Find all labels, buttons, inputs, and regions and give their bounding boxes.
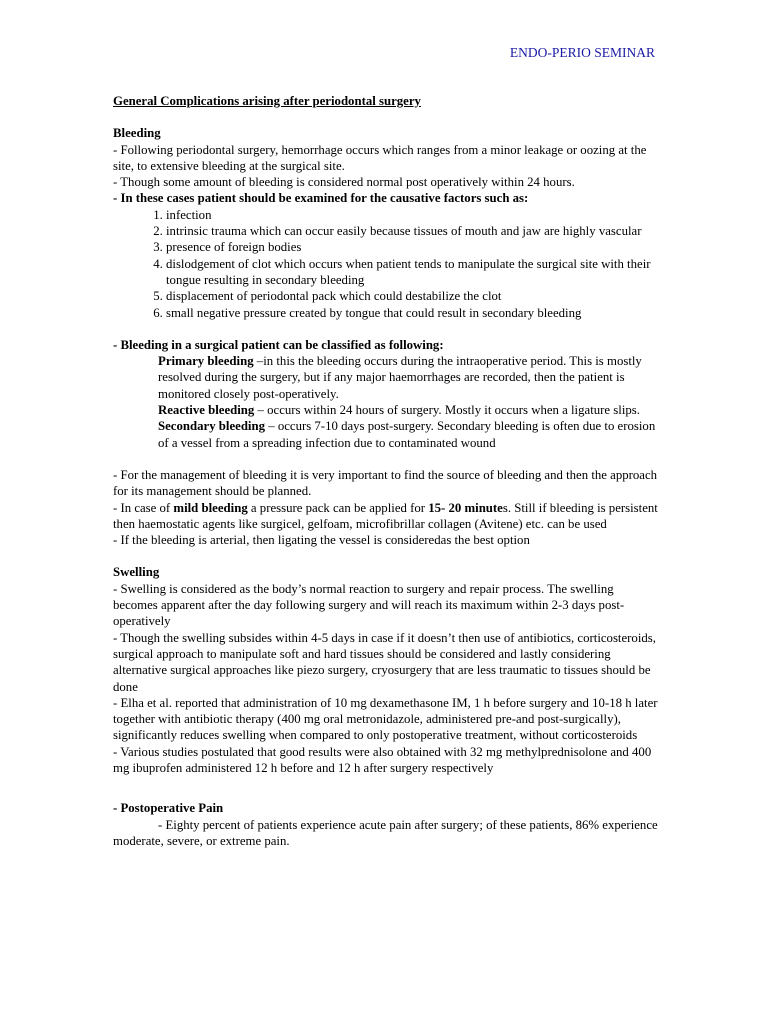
mild-bleeding-label: mild bleeding <box>173 500 248 515</box>
text-run: a pressure pack can be applied for <box>247 500 429 515</box>
primary-bleeding-paragraph <box>158 353 661 402</box>
reactive-bleeding-paragraph <box>158 402 661 418</box>
primary-bleeding-text: –in this the bleeding occurs during the intraoperative period. This is mostly resolved during the surgery, but if any major haemorrhages are recorded, then the patient is monitored closely post-operatively. <box>158 354 642 401</box>
bleeding-paragraph-1: - Following periodontal surgery, hemorrhage occurs which ranges from a minor leakage or oozing at the site, to extensive bleeding at the surgical site. <box>113 142 647 173</box>
list-item: 5. displacement of periodontal pack which could destabilize the clot <box>166 288 661 304</box>
secondary-bleeding-paragraph <box>158 418 661 451</box>
swelling-paragraph-1: - Swelling is considered as the body’s normal reaction to surgery and repair process. The swelling becomes apparent after the day following surgery and will reach its maximum within 2-3 days post-operatively <box>113 581 625 629</box>
swelling-paragraph-4: - Various studies postulated that good results were also obtained with 32 mg methylprednisolone and 400 mg ibuprofen administered 12 h before and 12 h after surgery respectively <box>113 744 652 775</box>
primary-bleeding-label: Primary bleeding <box>158 354 254 369</box>
secondary-bleeding-text: – occurs 7-10 days post-surgery. Secondary bleeding is often due to erosion of a vessel from a spreading infection due to contaminated wound <box>158 419 656 450</box>
reactive-bleeding-label: Reactive bleeding <box>158 403 255 418</box>
list-item: 6. small negative pressure created by tongue that could result in secondary bleeding <box>166 305 661 321</box>
bleeding-classification-block <box>113 353 661 451</box>
bleeding-paragraph-2: - Though some amount of bleeding is considered normal post operatively within 24 hours. <box>113 175 575 190</box>
text-run: - In case of <box>113 500 174 515</box>
bleeding-classification-heading: - Bleeding in a surgical patient can be classified as following: <box>113 337 444 352</box>
causative-factors-list <box>113 207 661 321</box>
pain-paragraph-1: - Eighty percent of patients experience acute pain after surgery; of these patients, 86% experience moderate, severe, or extreme pain. <box>113 817 658 848</box>
document-body <box>113 93 661 849</box>
text-run: s. Still if bleeding is persistent then haemostatic agents like surgicel, gelfoam, microfibrillar collagen (Avitene) etc. can be used <box>113 500 658 531</box>
document-header: ENDO-PERIO SEMINAR <box>509 45 655 60</box>
secondary-bleeding-label: Secondary bleeding <box>158 419 266 434</box>
list-item: 1. infection <box>166 207 661 223</box>
duration-label: 15- 20 minute <box>428 500 503 515</box>
pain-heading: - Postoperative Pain <box>113 801 224 816</box>
document-title: General Complications arising after periodontal surgery <box>113 94 421 108</box>
bleeding-management-2 <box>113 500 661 533</box>
bleeding-management-1: - For the management of bleeding it is very important to find the source of bleeding and then the approach for its management should be planned. <box>113 467 658 499</box>
bleeding-causative-heading: - In these cases patient should be examined for the causative factors such as: <box>113 191 529 206</box>
swelling-paragraph-3: - Elha et al. reported that administration of 10 mg dexamethasone IM, 1 h before surgery and 10-18 h later together with antibiotic therapy (400 mg oral metronidazole, administered pre-and post-surgically), significantly reduces swelling when compared to only postoperative treatment, without corticosteroids <box>113 695 658 743</box>
list-item: 4. dislodgement of clot which occurs when patient tends to manipulate the surgical site with their tongue resulting in secondary bleeding <box>166 256 661 289</box>
swelling-heading: Swelling <box>113 565 160 580</box>
list-item: 3. presence of foreign bodies <box>166 239 661 255</box>
bleeding-heading: Bleeding <box>113 126 161 141</box>
list-item: 2. intrinsic trauma which can occur easily because tissues of mouth and jaw are highly vascular <box>166 223 661 239</box>
swelling-paragraph-2: - Though the swelling subsides within 4-5 days in case if it doesn’t then use of antibiotics, corticosteroids, surgical approach to manipulate soft and hard tissues should be considered and lastly considering alternative surgical approaches like piezo surgery, cryosurgery that are less traumatic to tissues should be done <box>113 630 656 694</box>
reactive-bleeding-text: – occurs within 24 hours of surgery. Mostly it occurs when a ligature slips. <box>254 403 640 418</box>
bleeding-management-3: - If the bleeding is arterial, then ligating the vessel is consideredas the best option <box>113 533 530 548</box>
